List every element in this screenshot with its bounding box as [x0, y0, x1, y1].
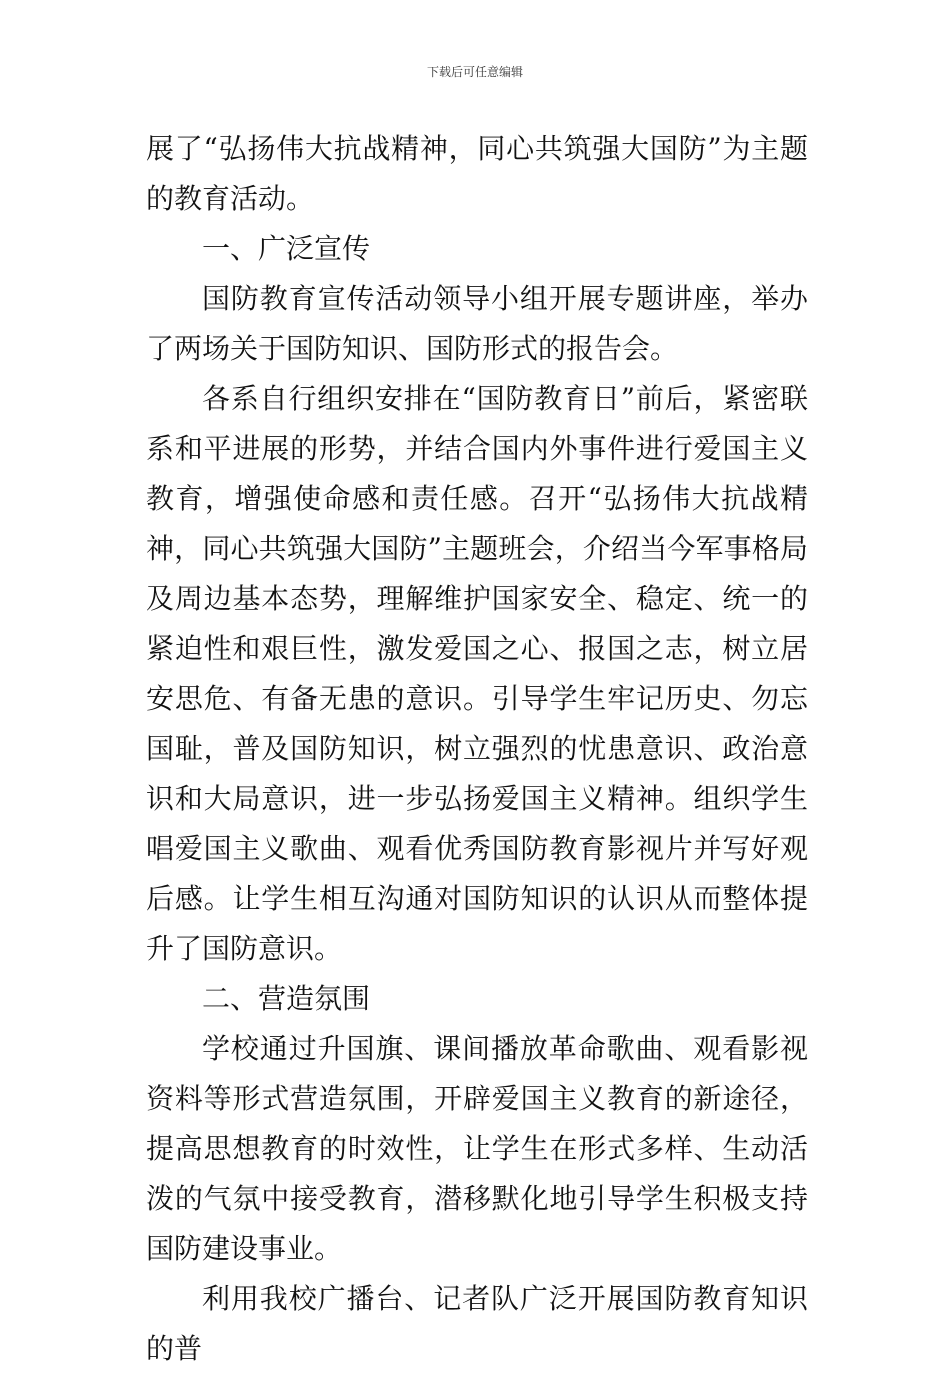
page-header: 下载后可任意编辑	[426, 65, 523, 79]
paragraph-school-atmosphere: 学校通过升国旗、课间播放革命歌曲、观看影视资料等形式营造氛围，开辟爱国主义教育的新途径，提高思想教育的时效性，让学生在形式多样、生动活泼的气氛中接受教育，潜移默化地引导学生积极支持国防建设事业。	[146, 1032, 808, 1265]
section-heading-publicity: 一、广泛宣传	[202, 232, 371, 265]
section-heading-atmosphere: 二、营造氛围	[202, 982, 371, 1015]
paragraph-department-activities: 各系自行组织安排在“国防教育日”前后，紧密联系和平进展的形势，并结合国内外事件进行爱国主义教育，增强使命感和责任感。召开“弘扬伟大抗战精神，同心共筑强大国防”主题班会，介绍当今军事格局及周边基本态势，理解维护国家安全、稳定、统一的紧迫性和艰巨性，激发爱国之心、报国之志，树立居安思危、有备无患的意识。引导学生牢记历史、勿忘国耻，普及国防知识，树立强烈的忧患意识、政治意识和大局意识，进一步弘扬爱国主义精神。组织学生唱爱国主义歌曲、观看优秀国防教育影视片并写好观后感。让学生相互沟通对国防知识的认识从而整体提升了国防意识。	[146, 382, 808, 965]
paragraph-broadcast: 利用我校广播台、记者队广泛开展国防教育知识的普	[146, 1282, 808, 1365]
document-body	[146, 124, 808, 1374]
paragraph-continuation: 展了“弘扬伟大抗战精神，同心共筑强大国防”为主题的教育活动。	[146, 132, 808, 215]
paragraph-lectures: 国防教育宣传活动领导小组开展专题讲座，举办了两场关于国防知识、国防形式的报告会。	[146, 282, 808, 365]
